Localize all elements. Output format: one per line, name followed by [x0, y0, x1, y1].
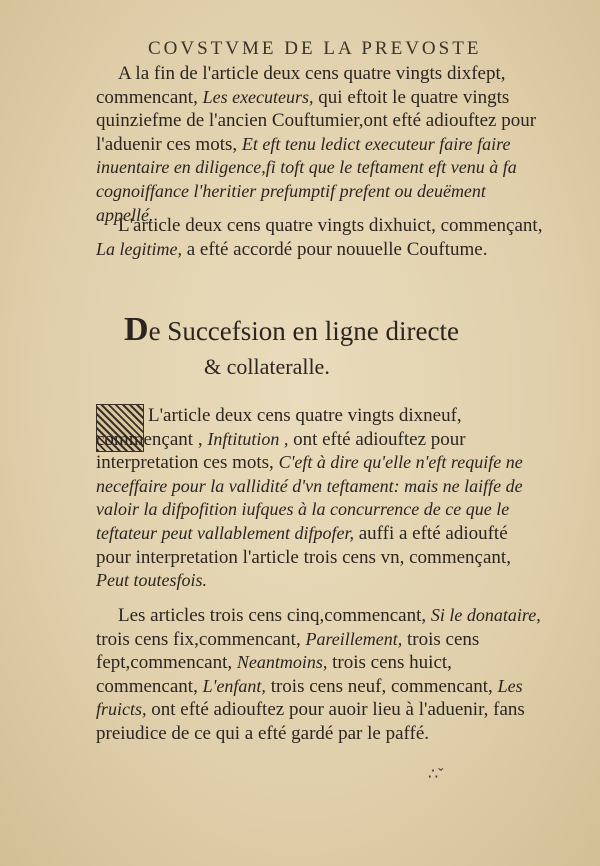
p3-text-a: L'article deux cens quatre vingts dixneuf, commençant , [96, 405, 462, 450]
p2-italic-b: La legitime, [96, 238, 182, 259]
p3-italic-d: C'eft à dire qu'elle n'eft requife ne neceffaire pour la vallidité d'vn teftament: mais ne laiffe de valoir la difpofition iufques à la concurrence de ce que le teftateur peut vallablement difpofer, [96, 452, 523, 543]
p4-italic-d: Pareillement, [305, 628, 403, 649]
p3-text-c: ont efté adiouftez pour interpretation ces mots, [96, 428, 466, 474]
running-header: COVSTVME DE LA PREVOSTE [148, 38, 482, 59]
p4-text-k: ont efté adiouftez pour auoir lieu à l'aduenir, fans preiudice de ce qui a efté gardé par le paffé. [96, 699, 525, 744]
p4-text-i: trois cens neuf, commencant, [270, 675, 493, 697]
signature-mark-icon: ∴ˇ [428, 766, 444, 783]
p4-text-c: trois cens fix,commencant, [96, 628, 301, 650]
p4-text-a: Les articles trois cens cinq,commencant, [118, 605, 427, 626]
p4-italic-h: L'enfant, [202, 675, 266, 696]
heading-title: e Succefsion en ligne directe [148, 316, 459, 346]
p1-text-a: A la fin de l'article deux cens quatre vingts dixfept, commencant, [96, 63, 506, 108]
heading-subtitle: & collateralle. [204, 354, 330, 379]
p4-italic-j: Les fruicts, [96, 675, 523, 720]
p2-text-a: L'article deux cens quatre vingts dixhuict, commençant, [118, 215, 543, 236]
paragraph-3 [96, 404, 546, 593]
paragraph-1 [96, 62, 546, 227]
p1-italic-d: Et eft tenu ledict executeur faire faire inuentaire en diligence,fi toft que le teftament eft venu à fa cognoiffance l'heritier prefumptif prefent ou deuëment appellé. [96, 133, 517, 225]
p3-italic-f: Peut toutesfois. [96, 570, 207, 591]
section-heading [124, 312, 544, 385]
paragraph-2 [96, 214, 546, 261]
p2-text-c: a efté accordé pour nouuelle Couftume. [186, 238, 488, 260]
p1-text-c: qui eftoit le quatre vingts quinziefme de l'ancien Couftumier,ont efté adiouftez pour l'aduenir ces mots, [96, 86, 537, 155]
p4-text-e: trois cens fept,commencant, [96, 628, 480, 674]
p1-italic-b: Les executeurs, [202, 86, 314, 107]
p3-text-e: auffi a efté adioufté pour interpretation l'article trois cens vn, commençant, [96, 522, 511, 568]
heading-initial: D [124, 311, 149, 348]
p3-italic-b: Inftitution , [207, 428, 289, 449]
p4-italic-f: Neantmoins, [236, 652, 328, 673]
p4-text-g: trois cens huict, commencant, [96, 652, 452, 697]
p4-italic-b: Si le donataire, [430, 605, 541, 625]
paragraph-4 [96, 604, 546, 746]
